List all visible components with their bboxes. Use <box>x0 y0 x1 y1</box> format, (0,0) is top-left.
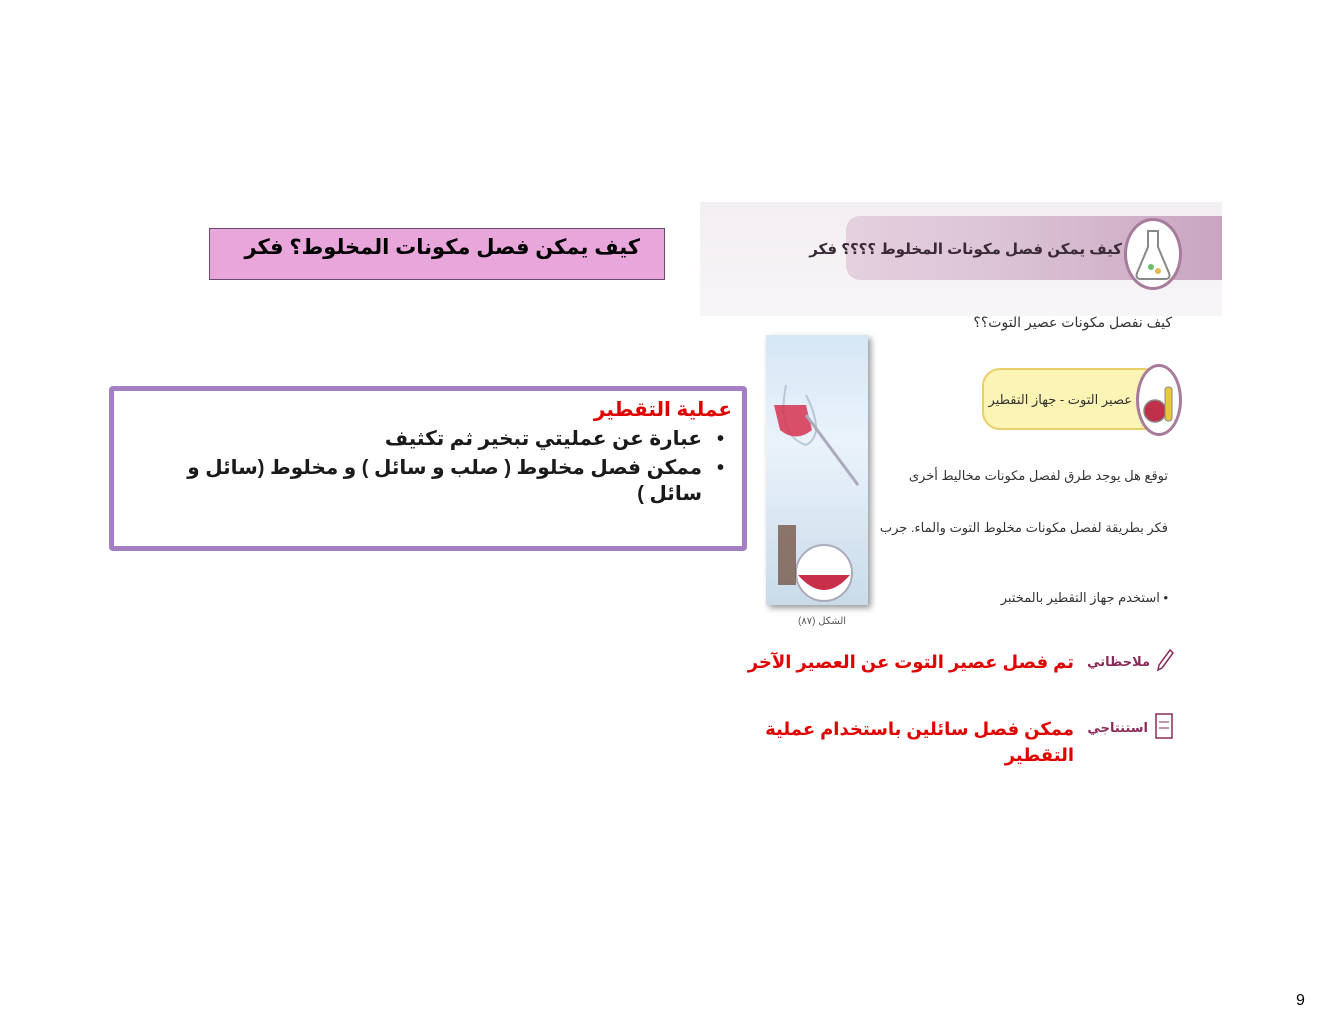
book-header-text: كيف يمكن فصل مكونات المخلوط ؟؟؟؟ فكر <box>809 241 1122 258</box>
info-bullet-2: • ممكن فصل مخلوط ( صلب و سائل ) و مخلوط (سائل و سائل ) <box>140 455 732 507</box>
flask-icon <box>1124 218 1182 290</box>
activity-label: عصير التوت - جهاز التقطير <box>988 392 1132 407</box>
textbook-scan <box>700 202 1222 782</box>
book-line-1: توقع هل يوجد طرق لفصل مكونات مخاليط أخرى <box>908 468 1168 483</box>
info-bullet-1: • عبارة عن عمليتي تبخير ثم تكثيف <box>140 426 732 452</box>
notes-icon <box>1154 710 1174 740</box>
conclusion-label: استنتاجي <box>1087 720 1148 735</box>
observation-answer: تم فصل عصير التوت عن العصير الآخر <box>747 652 1074 672</box>
test-tube-icon <box>1136 364 1182 436</box>
pencil-icon <box>1156 648 1174 672</box>
info-title: عملية التقطير <box>593 399 732 421</box>
photo-caption: الشكل (٨٧) <box>798 616 847 627</box>
page-number: 9 <box>1296 992 1305 1009</box>
question-text: كيف يمكن فصل مكونات المخلوط؟ فكر <box>244 236 640 259</box>
book-line-2: فكر بطريقة لفصل مكونات مخلوط التوت والماء. جرب <box>879 520 1168 535</box>
conclusion-answer: ممكن فصل سائلين باستخدام عملية التقطير <box>765 719 1074 765</box>
distillation-photo <box>766 335 868 605</box>
book-question: كيف نفصل مكونات عصير التوت؟؟ <box>973 314 1172 330</box>
book-line-3: • استخدم جهاز التقطير بالمختبر <box>1000 590 1168 605</box>
observation-label: ملاحظاتي <box>1087 654 1150 669</box>
distillation-info-box <box>109 386 747 551</box>
question-box <box>209 228 665 280</box>
info-list <box>140 426 732 507</box>
